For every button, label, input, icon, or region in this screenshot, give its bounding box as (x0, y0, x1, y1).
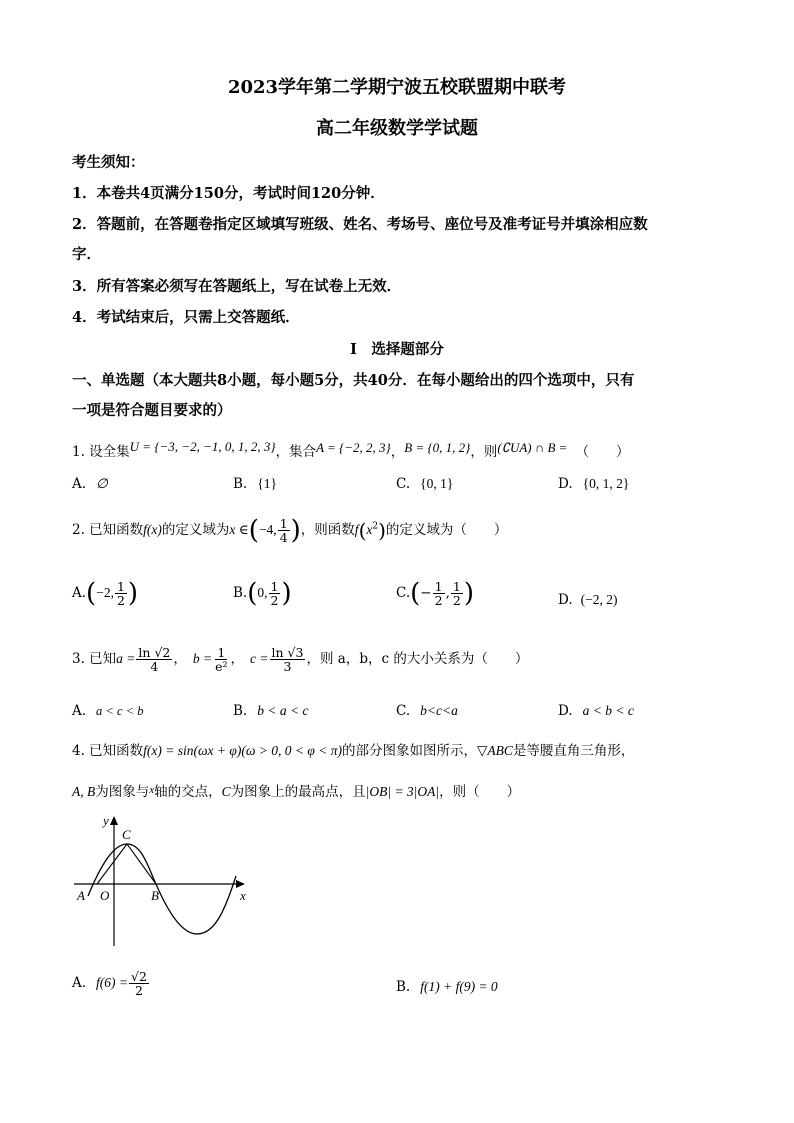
q2-c-minus: − (420, 585, 432, 602)
q2-b-frac (269, 580, 281, 607)
q2-prefix: 2. 已知函数 (72, 522, 144, 539)
q2-b-paren-l: ( (247, 578, 258, 609)
q2-domain-frac (278, 517, 290, 544)
label-c: C (122, 827, 131, 842)
sine-curve (88, 844, 236, 934)
q4-condition: |OB| = 3|OA| (365, 784, 440, 799)
q1-option-d (558, 476, 629, 492)
q1-set-b: B = {0, 1, 2} (404, 440, 471, 455)
q3-b-frac (213, 646, 229, 673)
q4-option-b (396, 979, 498, 995)
q3-a-label: A. (72, 703, 87, 719)
q2-a-frac (115, 580, 127, 607)
q2-paren-right: ) (378, 518, 386, 543)
q1-text-2: ， (390, 444, 405, 460)
q2-f: f (354, 522, 359, 538)
q1-option-a (72, 476, 108, 492)
q2-a-den: 2 (116, 593, 125, 609)
q2-c-den-1: 2 (434, 593, 443, 609)
q4-points-ab: A, B (72, 784, 96, 799)
q3-option-c (396, 703, 458, 719)
section-heading-cont: 一项是符合题目要求的） (72, 402, 232, 419)
section-heading: 一、单选题（本大题共8小题，每小题5分，共40分．在每小题给出的四个选项中，只有 (72, 372, 635, 389)
q2-text-2: ，则函数 (300, 522, 355, 539)
q2-c-paren-l: ( (410, 578, 421, 609)
q1-b-value: {1} (257, 476, 277, 491)
question-4-line-1 (72, 739, 634, 759)
q3-prefix: 3. 已知 (72, 651, 117, 668)
q3-tail: ，则 a，b，c 的大小关系为（ ） (306, 651, 529, 668)
q1-c-value: {0, 1} (420, 476, 454, 491)
q2-frac-num: 1 (279, 516, 288, 531)
q3-b-value: b < a < c (257, 703, 309, 718)
q3-b-lhs: b = (192, 651, 213, 667)
q3-b-den: e² (215, 659, 228, 675)
q3-c-frac (270, 646, 306, 673)
q4-function: f(x) = sin(ωx + φ)(ω > 0, 0 < φ < π) (143, 743, 342, 758)
question-2 (72, 517, 507, 544)
q1-expression: (∁UA) ∩ B = (497, 440, 568, 455)
q4-text-6: ，则（ ） (439, 784, 521, 800)
label-x: x (240, 888, 246, 903)
q2-d-label: D. (558, 592, 573, 608)
q2-domain-left: −4, (258, 522, 277, 538)
label-y: y (103, 813, 109, 828)
triangle-side-ac (97, 844, 127, 884)
q2-c-comma: , (445, 585, 450, 602)
q4-prefix: 4. 已知函数 (72, 743, 144, 759)
q3-d-value: a < b < c (582, 703, 634, 718)
q4-b-label: B. (396, 979, 411, 995)
q2-func: f(x) (143, 522, 162, 538)
q2-x: x (366, 522, 373, 538)
q2-frac-den: 4 (279, 530, 288, 546)
label-b: B (151, 888, 159, 903)
q3-d-label: D. (558, 703, 573, 719)
q2-c-den-2: 2 (452, 593, 461, 609)
q4-text-1: 的部分图象如图所示， (341, 743, 477, 759)
label-o: O (100, 888, 110, 903)
q2-b-label: B. (233, 585, 248, 602)
q1-set-a: A = {−2, 2, 3} (316, 440, 391, 455)
q2-bracket-left: ( (248, 515, 259, 546)
q2-a-paren-l: ( (86, 578, 97, 609)
q1-d-value: {0, 1, 2} (582, 476, 630, 491)
q1-d-label: D. (558, 476, 573, 492)
q2-c-frac-2 (451, 580, 463, 607)
q3-c-label: C. (396, 703, 411, 719)
q3-a-num: ln √2 (138, 645, 171, 660)
q4-text-5: 为图象上的最高点，且 (230, 784, 366, 800)
notice-item-1: 1．本卷共4页满分150分，考试时间120分钟． (72, 185, 385, 202)
q4-text-4: 轴的交点， (154, 784, 222, 800)
q1-text-3: ，则 (470, 444, 498, 460)
q2-b-paren-r: ) (281, 578, 292, 609)
triangle-side-cb (127, 844, 156, 884)
q4-option-a (72, 970, 150, 997)
q2-option-a (72, 580, 138, 607)
q4-x-var: x (149, 784, 155, 796)
q3-option-a (72, 703, 143, 719)
q3-c-lhs: c = (250, 651, 269, 667)
x-axis-arrow (236, 880, 245, 888)
q2-x-in: x ∈ (229, 522, 249, 538)
q3-option-d (558, 703, 634, 719)
q4-triangle: ▽ABC (476, 743, 513, 758)
q2-option-b (233, 580, 292, 607)
q4-a-frac (129, 970, 149, 997)
q4-point-c: C (221, 784, 231, 799)
q2-c-num-2: 1 (452, 579, 461, 594)
question-4-line-2 (72, 780, 520, 800)
q2-a-left: −2, (96, 585, 114, 601)
q1-prefix: 1. 设全集 (72, 444, 130, 460)
question-1 (72, 440, 629, 460)
q2-option-c (396, 580, 474, 607)
q2-b-den: 2 (270, 593, 279, 609)
q3-c-num: ln √3 (271, 645, 304, 660)
q2-c-frac-1 (433, 580, 445, 607)
q3-a-frac (136, 646, 172, 673)
q3-b-label: B. (233, 703, 248, 719)
q3-a-den: 4 (150, 659, 159, 675)
q2-a-paren-r: ) (127, 578, 139, 609)
q3-a-lhs: a = (116, 651, 136, 667)
q2-d-value: (−2, 2) (580, 592, 618, 607)
q2-a-label: A. (72, 585, 87, 602)
q1-a-label: A. (72, 476, 87, 492)
q3-option-b (233, 703, 308, 719)
q4-a-den: 2 (135, 983, 143, 999)
label-a: A (77, 888, 85, 903)
q4-text-3: 为图象与 (95, 784, 150, 800)
q2-c-label: C. (396, 585, 411, 602)
notice-item-4: 4．考试结束后，只需上交答题纸． (72, 309, 300, 326)
q1-option-b (233, 476, 277, 492)
q4-a-num: √2 (131, 969, 147, 984)
q4-graph (70, 812, 260, 952)
q2-c-paren-r: ) (463, 578, 474, 609)
q4-text-2: 是等腰直角三角形， (512, 743, 635, 759)
q2-paren-left: ( (358, 518, 367, 543)
q2-b-left: 0, (257, 585, 268, 601)
q1-b-label: B. (233, 476, 248, 492)
q4-a-lhs: f(6) = (96, 975, 129, 991)
q4-b-value: f(1) + f(9) = 0 (420, 979, 498, 994)
q1-c-label: C. (396, 476, 411, 492)
q2-square: 2 (372, 521, 379, 532)
q1-text-1: ，集合 (275, 444, 317, 460)
q1-option-c (396, 476, 453, 492)
q3-b-num: 1 (217, 645, 226, 660)
exam-title: 2023学年第二学期宁波五校联盟期中联考 (227, 77, 567, 98)
q1-a-value: ∅ (96, 476, 108, 491)
q2-a-num: 1 (116, 579, 125, 594)
q2-text-3: 的定义域为（ ） (385, 522, 508, 539)
part-label: I 选择题部分 (350, 341, 444, 358)
q3-a-value: a < c < b (96, 704, 144, 718)
question-3: 3. 已知a = $\frac{\ln √2}{4}$ ， b = $\frac{1}{\text{e²}}$ ， c = $\frac{\ln √3}{3}$ ，则 a，b，c 的大小关系为（ ） (72, 645, 529, 675)
q4-a-label: A. (72, 975, 87, 992)
notice-heading: 考生须知： (72, 154, 145, 171)
notice-item-2: 2．答题前，在答题卷指定区域填写班级、姓名、考场号、座位号及准考证号并填涂相应数 (72, 216, 648, 233)
y-axis-arrow (110, 816, 118, 825)
q2-c-num-1: 1 (434, 579, 443, 594)
q3-c-den: 3 (283, 659, 292, 675)
q2-text-1: 的定义域为 (161, 522, 230, 539)
exam-subtitle: 高二年级数学学试题 (316, 118, 478, 139)
q1-paren: （ ） (575, 444, 630, 460)
notice-item-2-cont: 字． (72, 246, 101, 263)
q2-bracket-right: ) (290, 515, 301, 546)
q2-b-num: 1 (270, 579, 279, 594)
notice-item-3: 3．所有答案必须写在答题纸上，写在试卷上无效． (72, 278, 402, 295)
q3-c-value: b<c<a (420, 703, 458, 718)
q1-universal-set: U = {−3, −2, −1, 0, 1, 2, 3} (129, 439, 276, 454)
q2-option-d (558, 592, 618, 608)
